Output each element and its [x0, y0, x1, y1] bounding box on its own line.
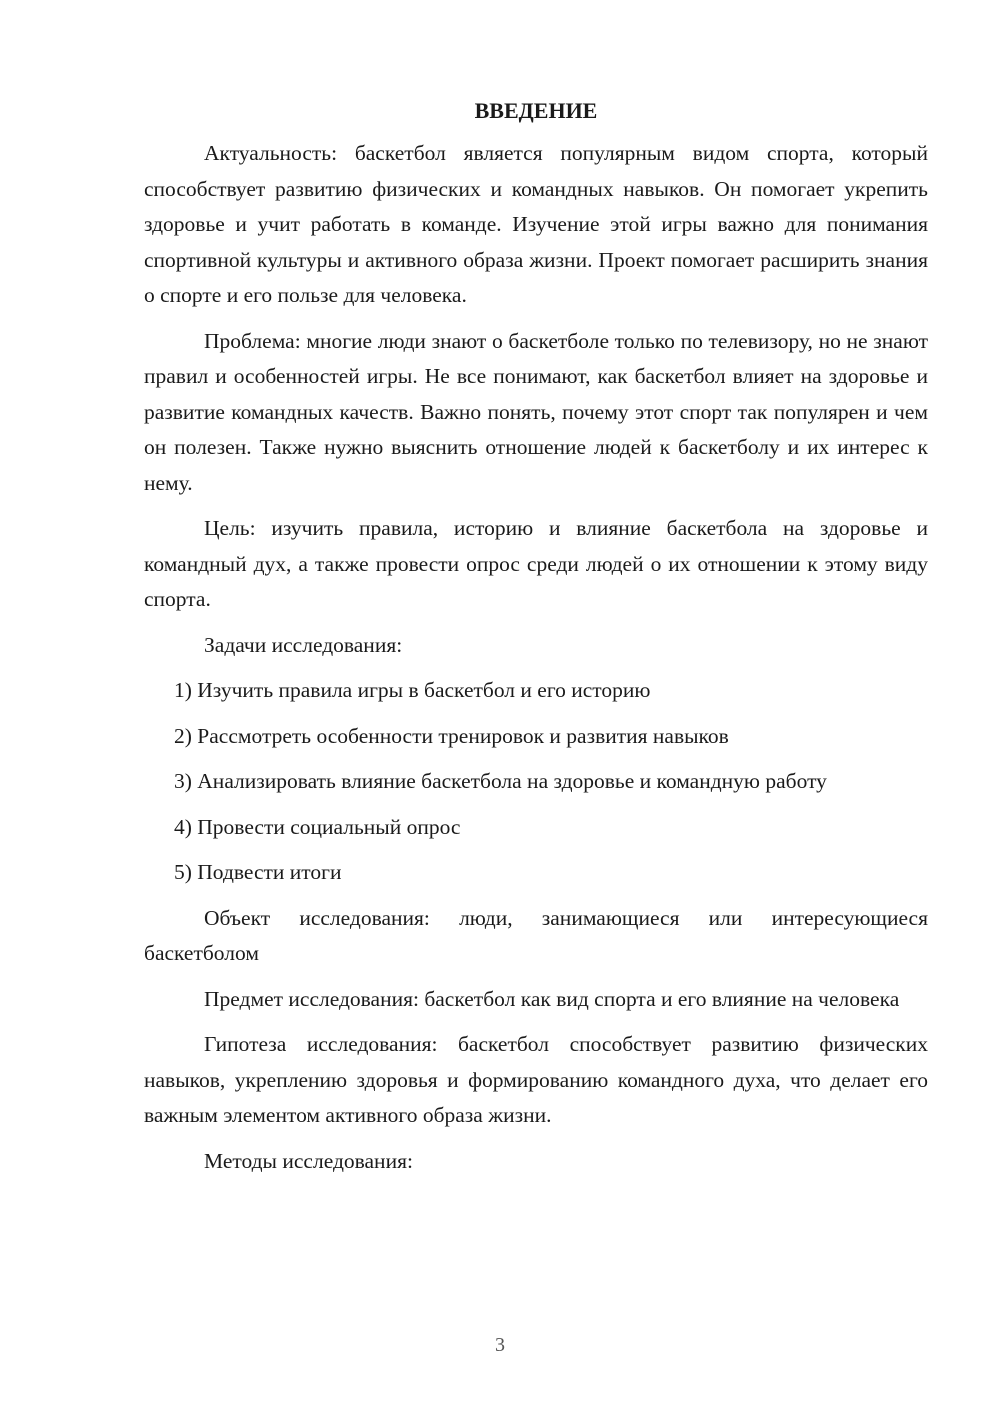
methods-title: Методы исследования: [204, 1148, 413, 1173]
list-item: 2) Рассмотреть особенности тренировок и развития навыков [174, 723, 729, 748]
page-number: 3 [495, 1334, 505, 1356]
list-item: 1) Изучить правила игры в баскетбол и его историю [174, 678, 651, 702]
paragraph-subject: Предмет исследования: баскетбол как вид спорта и его влияние на человека [204, 986, 900, 1011]
paragraph-relevance: Актуальность: баскетбол является популярным видом спорта, который способствует развитию физических и командных навыков. Он помогает укрепить здоровье и учит работать в команде. Изучение этой игры важно для понимания спортивной культуры и активного образа жизни. Проект помогает расширить знания о спорте и его пользе для человека. [144, 141, 928, 307]
paragraph-object: Объект исследования: люди, занимающиеся или интересующиеся баскетболом [144, 905, 928, 965]
list-item: 5) Подвести итоги [174, 860, 342, 884]
list-item: 3) Анализировать влияние баскетбола на здоровье и командную работу [174, 769, 827, 793]
paragraph-problem: Проблема: многие люди знают о баскетболе только по телевизору, но не знают правил и особенностей игры. Не все понимают, как баскетбол влияет на здоровье и развитие командных качеств. Важно понять, почему этот спорт так популярен и чем он полезен. Также нужно выяснить отношение людей к баскетболу и их интерес к нему. [144, 328, 928, 495]
page-title: ВВЕДЕНИЕ [474, 98, 598, 123]
list-item: 4) Провести социальный опрос [174, 814, 461, 839]
paragraph-hypothesis: Гипотеза исследования: баскетбол способствует развитию физических навыков, укреплению здоровья и формированию командного духа, что делает его важным элементом активного образа жизни. [144, 1032, 928, 1127]
tasks-title: Задачи исследования: [204, 632, 403, 657]
paragraph-goal: Цель: изучить правила, историю и влияние баскетбола на здоровье и командный дух, а также провести опрос среди людей о их отношении к этому виду спорта. [144, 516, 928, 611]
document-page [144, 96, 928, 1189]
